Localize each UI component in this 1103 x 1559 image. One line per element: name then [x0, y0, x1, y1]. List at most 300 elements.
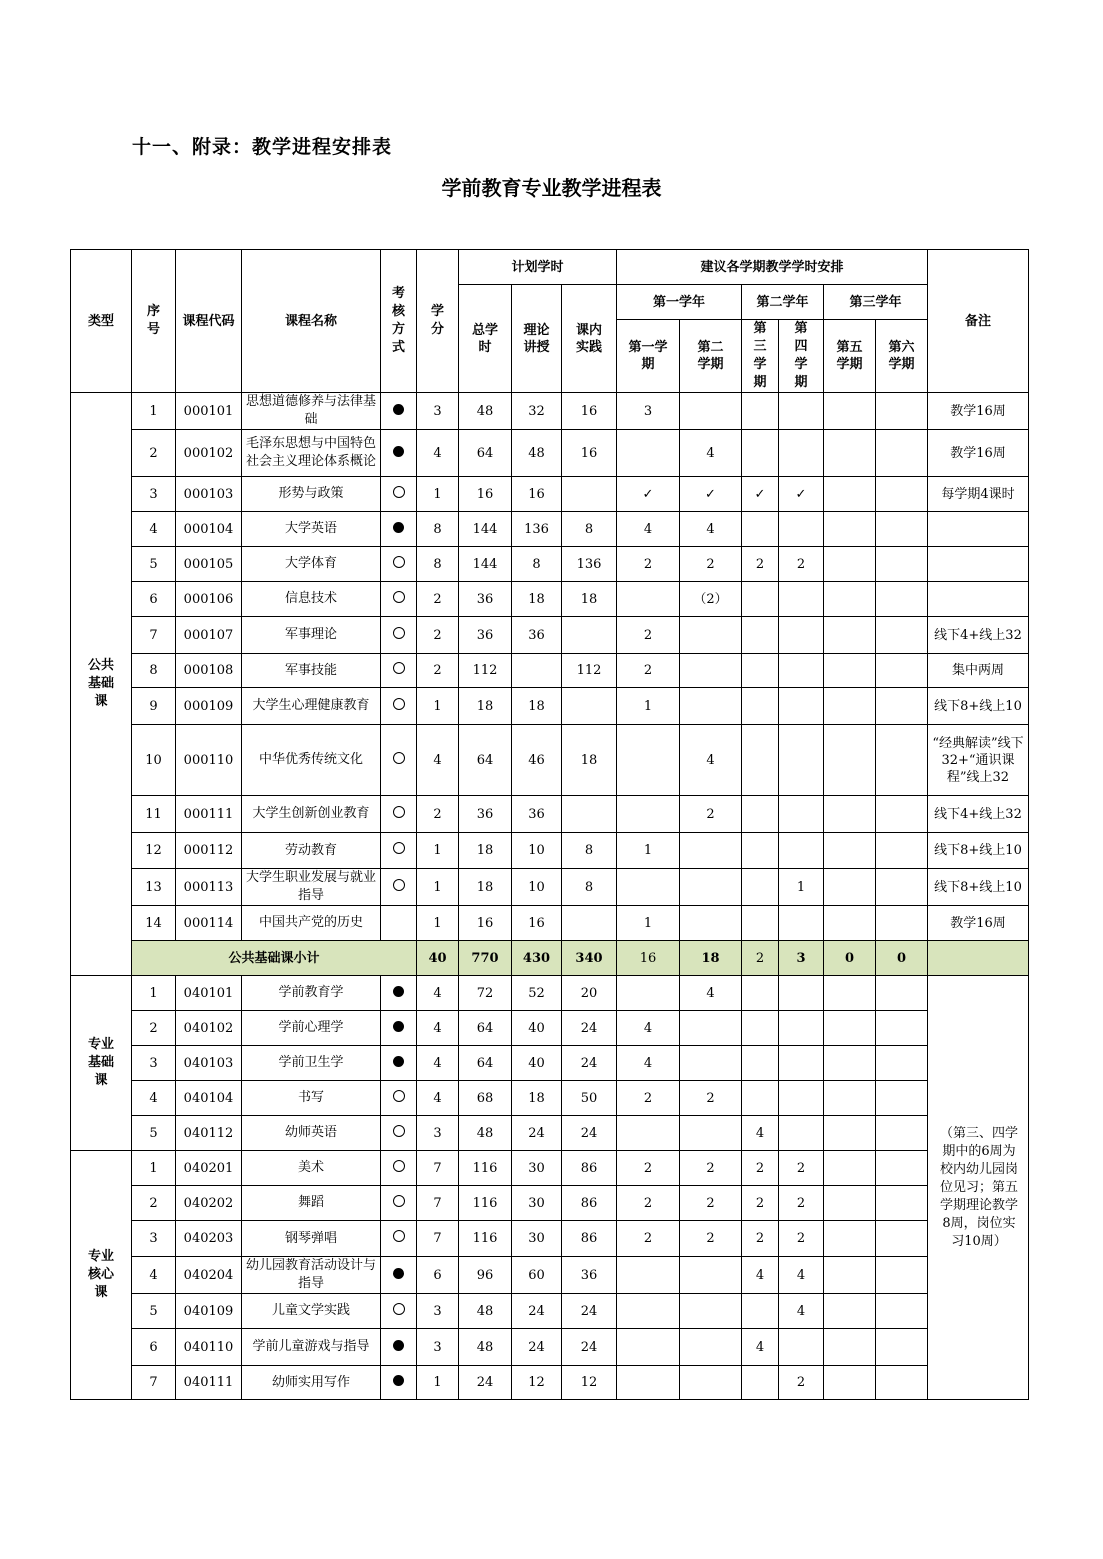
course-name-cell: 学前卫生学: [242, 1046, 381, 1081]
semester-4-cell: [779, 1329, 824, 1366]
seq-cell: 7: [132, 1366, 176, 1400]
semester-6-cell: [876, 869, 928, 906]
practice-hours-cell: 16: [562, 430, 617, 477]
assess-cell: [381, 796, 417, 833]
assess-cell: [381, 547, 417, 582]
semester-5-cell: [824, 1257, 876, 1294]
semester-6-cell: [876, 1046, 928, 1081]
theory-hours-cell: 12: [512, 1366, 562, 1400]
exam-dot-icon: [393, 1021, 404, 1032]
subtotal-practice: 340: [562, 941, 617, 976]
table-row: [71, 582, 1029, 617]
semester-1-cell: [617, 725, 680, 796]
credit-cell: 4: [417, 976, 459, 1011]
course-name-cell: 学前教育学: [242, 976, 381, 1011]
course-code-cell: 000110: [176, 725, 242, 796]
semester-5-cell: [824, 833, 876, 869]
course-name-cell: 美术: [242, 1151, 381, 1186]
course-code-cell: 040112: [176, 1116, 242, 1151]
course-code-cell: 040202: [176, 1186, 242, 1221]
assess-cell: [381, 833, 417, 869]
check-circle-icon: [393, 662, 405, 674]
total-hours-cell: 96: [459, 1257, 512, 1294]
header-plan-hours: 计划学时: [459, 250, 617, 285]
course-code-cell: 000105: [176, 547, 242, 582]
table-row: [71, 906, 1029, 941]
table-row: [71, 1011, 1029, 1046]
course-code-cell: 040101: [176, 976, 242, 1011]
theory-hours-cell: 30: [512, 1186, 562, 1221]
assess-cell: [381, 1081, 417, 1116]
check-circle-icon: [393, 556, 405, 568]
table-row: [71, 833, 1029, 869]
semester-3-cell: 4: [742, 1257, 779, 1294]
header-year3: 第三学年: [824, 285, 928, 320]
theory-hours-cell: 30: [512, 1221, 562, 1257]
header-type: 类型: [71, 250, 132, 393]
course-name-cell: 劳动教育: [242, 833, 381, 869]
practice-hours-cell: 12: [562, 1366, 617, 1400]
semester-5-cell: [824, 725, 876, 796]
exam-dot-icon: [393, 1056, 404, 1067]
check-circle-icon: [393, 1160, 405, 1172]
semester-1-cell: [617, 1294, 680, 1329]
remark-cell: 线下8+线上10: [928, 688, 1029, 725]
table-row: [71, 688, 1029, 725]
credit-cell: 1: [417, 833, 459, 869]
semester-3-cell: [742, 1046, 779, 1081]
semester-6-cell: [876, 393, 928, 430]
semester-1-cell: 2: [617, 617, 680, 654]
exam-dot-icon: [393, 404, 404, 415]
total-hours-cell: 64: [459, 725, 512, 796]
semester-2-cell: 2: [680, 1151, 742, 1186]
semester-6-cell: [876, 1186, 928, 1221]
credit-cell: 6: [417, 1257, 459, 1294]
credit-cell: 4: [417, 430, 459, 477]
semester-5-cell: [824, 869, 876, 906]
seq-cell: 1: [132, 1151, 176, 1186]
semester-6-cell: [876, 1257, 928, 1294]
assess-cell: [381, 1151, 417, 1186]
semester-5-cell: [824, 1011, 876, 1046]
semester-4-cell: [779, 833, 824, 869]
practice-hours-cell: 16: [562, 393, 617, 430]
total-hours-cell: 112: [459, 654, 512, 688]
check-circle-icon: [393, 1303, 405, 1315]
course-code-cell: 040110: [176, 1329, 242, 1366]
theory-hours-cell: 10: [512, 869, 562, 906]
remark-cell: （第三、四学期中的6周为校内幼儿园岗位见习；第五学期理论教学8周，岗位实习10周）: [928, 976, 1029, 1400]
check-circle-icon: [393, 842, 405, 854]
remark-cell: 教学16周: [928, 430, 1029, 477]
semester-4-cell: 2: [779, 1186, 824, 1221]
semester-5-cell: [824, 688, 876, 725]
semester-3-cell: [742, 582, 779, 617]
table-row: [71, 547, 1029, 582]
semester-4-cell: 2: [779, 1366, 824, 1400]
total-hours-cell: 36: [459, 582, 512, 617]
header-sem2: 第二学期: [680, 320, 742, 393]
credit-cell: 1: [417, 906, 459, 941]
exam-dot-icon: [393, 1375, 404, 1386]
theory-hours-cell: 40: [512, 1046, 562, 1081]
table-row: [71, 1329, 1029, 1366]
semester-4-cell: [779, 796, 824, 833]
semester-6-cell: [876, 617, 928, 654]
total-hours-cell: 64: [459, 430, 512, 477]
semester-3-cell: [742, 906, 779, 941]
semester-4-cell: [779, 654, 824, 688]
header-code: 课程代码: [176, 250, 242, 393]
course-code-cell: 000111: [176, 796, 242, 833]
semester-6-cell: [876, 906, 928, 941]
semester-2-cell: 4: [680, 512, 742, 547]
remark-cell: 集中两周: [928, 654, 1029, 688]
table-row: [71, 1186, 1029, 1221]
semester-1-cell: 2: [617, 1221, 680, 1257]
semester-3-cell: 2: [742, 547, 779, 582]
assess-cell: [381, 430, 417, 477]
table-row: [71, 976, 1029, 1011]
category-cell: 专业核心课: [71, 1151, 132, 1400]
header-year1: 第一学年: [617, 285, 742, 320]
subtotal-sem1: 16: [617, 941, 680, 976]
semester-3-cell: [742, 430, 779, 477]
subtotal-row: [71, 941, 1029, 976]
total-hours-cell: 116: [459, 1221, 512, 1257]
course-name-cell: 幼师英语: [242, 1116, 381, 1151]
course-name-cell: 书写: [242, 1081, 381, 1116]
semester-5-cell: [824, 1046, 876, 1081]
header-year2: 第二学年: [742, 285, 824, 320]
total-hours-cell: 64: [459, 1011, 512, 1046]
course-code-cell: 000112: [176, 833, 242, 869]
semester-4-cell: [779, 430, 824, 477]
semester-4-cell: [779, 393, 824, 430]
credit-cell: 1: [417, 688, 459, 725]
total-hours-cell: 72: [459, 976, 512, 1011]
check-circle-icon: [393, 806, 405, 818]
semester-4-cell: [779, 617, 824, 654]
course-code-cell: 000109: [176, 688, 242, 725]
semester-5-cell: [824, 906, 876, 941]
subtotal-sem2: 18: [680, 941, 742, 976]
total-hours-cell: 16: [459, 477, 512, 512]
semester-4-cell: [779, 582, 824, 617]
total-hours-cell: 144: [459, 547, 512, 582]
semester-1-cell: 2: [617, 654, 680, 688]
theory-hours-cell: [512, 654, 562, 688]
header-name: 课程名称: [242, 250, 381, 393]
practice-hours-cell: 112: [562, 654, 617, 688]
semester-1-cell: [617, 1116, 680, 1151]
header-seq: 序号: [132, 250, 176, 393]
semester-3-cell: [742, 617, 779, 654]
assess-cell: [381, 617, 417, 654]
course-code-cell: 040204: [176, 1257, 242, 1294]
semester-2-cell: ✓: [680, 477, 742, 512]
semester-3-cell: [742, 654, 779, 688]
credit-cell: 4: [417, 1011, 459, 1046]
credit-cell: 3: [417, 1329, 459, 1366]
table-row: [71, 617, 1029, 654]
course-code-cell: 000114: [176, 906, 242, 941]
semester-2-cell: [680, 869, 742, 906]
semester-6-cell: [876, 1011, 928, 1046]
table-row: [71, 796, 1029, 833]
theory-hours-cell: 8: [512, 547, 562, 582]
category-cell: 专业基础课: [71, 976, 132, 1151]
semester-1-cell: [617, 1329, 680, 1366]
subtotal-sem5: 0: [824, 941, 876, 976]
course-code-cell: 000106: [176, 582, 242, 617]
semester-6-cell: [876, 688, 928, 725]
subtotal-sem4: 3: [779, 941, 824, 976]
semester-1-cell: [617, 869, 680, 906]
practice-hours-cell: 24: [562, 1329, 617, 1366]
semester-2-cell: 4: [680, 976, 742, 1011]
theory-hours-cell: 24: [512, 1329, 562, 1366]
credit-cell: 2: [417, 796, 459, 833]
semester-3-cell: 4: [742, 1116, 779, 1151]
remark-cell: [928, 547, 1029, 582]
assess-cell: [381, 725, 417, 796]
semester-3-cell: [742, 833, 779, 869]
semester-1-cell: ✓: [617, 477, 680, 512]
seq-cell: 13: [132, 869, 176, 906]
semester-2-cell: [680, 906, 742, 941]
credit-cell: 3: [417, 393, 459, 430]
course-code-cell: 040203: [176, 1221, 242, 1257]
remark-cell: 线下4+线上32: [928, 796, 1029, 833]
total-hours-cell: 144: [459, 512, 512, 547]
semester-4-cell: [779, 512, 824, 547]
practice-hours-cell: [562, 906, 617, 941]
seq-cell: 3: [132, 1221, 176, 1257]
course-name-cell: 中国共产党的历史: [242, 906, 381, 941]
total-hours-cell: 48: [459, 1294, 512, 1329]
header-assess: 考核方式: [381, 250, 417, 393]
practice-hours-cell: 18: [562, 725, 617, 796]
seq-cell: 6: [132, 1329, 176, 1366]
semester-2-cell: 2: [680, 1221, 742, 1257]
semester-2-cell: [680, 1294, 742, 1329]
semester-3-cell: 2: [742, 1221, 779, 1257]
course-name-cell: 儿童文学实践: [242, 1294, 381, 1329]
semester-4-cell: 2: [779, 1221, 824, 1257]
semester-3-cell: [742, 725, 779, 796]
header-sem3: 第三学期: [742, 320, 779, 393]
semester-6-cell: [876, 796, 928, 833]
semester-6-cell: [876, 547, 928, 582]
course-code-cell: 040111: [176, 1366, 242, 1400]
practice-hours-cell: 20: [562, 976, 617, 1011]
theory-hours-cell: 30: [512, 1151, 562, 1186]
semester-2-cell: [680, 688, 742, 725]
semester-1-cell: 4: [617, 512, 680, 547]
semester-2-cell: 2: [680, 547, 742, 582]
course-name-cell: 思想道德修养与法律基础: [242, 393, 381, 430]
check-circle-icon: [393, 1090, 405, 1102]
credit-cell: 2: [417, 617, 459, 654]
semester-3-cell: [742, 976, 779, 1011]
course-name-cell: 形势与政策: [242, 477, 381, 512]
subtotal-sem6: 0: [876, 941, 928, 976]
seq-cell: 2: [132, 1186, 176, 1221]
semester-5-cell: [824, 617, 876, 654]
semester-4-cell: [779, 1081, 824, 1116]
course-code-cell: 000104: [176, 512, 242, 547]
course-code-cell: 040102: [176, 1011, 242, 1046]
semester-1-cell: 4: [617, 1046, 680, 1081]
semester-2-cell: 2: [680, 796, 742, 833]
teaching-plan-table: [70, 249, 1029, 1400]
semester-3-cell: [742, 512, 779, 547]
table-row: [71, 1257, 1029, 1294]
semester-4-cell: [779, 976, 824, 1011]
remark-cell: 线下4+线上32: [928, 617, 1029, 654]
semester-2-cell: 2: [680, 1186, 742, 1221]
seq-cell: 1: [132, 393, 176, 430]
exam-dot-icon: [393, 986, 404, 997]
section-heading: 十一、附录：教学进程安排表: [132, 136, 393, 158]
semester-2-cell: [680, 617, 742, 654]
assess-cell: [381, 1011, 417, 1046]
seq-cell: 4: [132, 1081, 176, 1116]
header-credit: 学分: [417, 250, 459, 393]
course-name-cell: 学前心理学: [242, 1011, 381, 1046]
table-row: [71, 1116, 1029, 1151]
seq-cell: 1: [132, 976, 176, 1011]
total-hours-cell: 36: [459, 617, 512, 654]
practice-hours-cell: 24: [562, 1011, 617, 1046]
header-total-hours: 总学时: [459, 285, 512, 393]
semester-1-cell: [617, 430, 680, 477]
semester-5-cell: [824, 430, 876, 477]
seq-cell: 14: [132, 906, 176, 941]
practice-hours-cell: [562, 477, 617, 512]
seq-cell: 12: [132, 833, 176, 869]
course-code-cell: 000101: [176, 393, 242, 430]
semester-5-cell: [824, 1294, 876, 1329]
semester-5-cell: [824, 1081, 876, 1116]
semester-2-cell: [680, 833, 742, 869]
seq-cell: 10: [132, 725, 176, 796]
semester-3-cell: [742, 796, 779, 833]
credit-cell: 4: [417, 1046, 459, 1081]
semester-3-cell: [742, 688, 779, 725]
theory-hours-cell: 24: [512, 1294, 562, 1329]
subtotal-theory: 430: [512, 941, 562, 976]
total-hours-cell: 36: [459, 796, 512, 833]
subtotal-credit: 40: [417, 941, 459, 976]
total-hours-cell: 116: [459, 1151, 512, 1186]
assess-cell: [381, 1294, 417, 1329]
semester-6-cell: [876, 654, 928, 688]
total-hours-cell: 48: [459, 1116, 512, 1151]
practice-hours-cell: 24: [562, 1116, 617, 1151]
semester-5-cell: [824, 1366, 876, 1400]
theory-hours-cell: 40: [512, 1011, 562, 1046]
seq-cell: 7: [132, 617, 176, 654]
semester-2-cell: [680, 1329, 742, 1366]
remark-cell: [928, 512, 1029, 547]
semester-5-cell: [824, 393, 876, 430]
practice-hours-cell: 8: [562, 833, 617, 869]
credit-cell: 1: [417, 1366, 459, 1400]
table-row: [71, 1081, 1029, 1116]
semester-2-cell: [680, 654, 742, 688]
check-circle-icon: [393, 1230, 405, 1242]
course-code-cell: 040109: [176, 1294, 242, 1329]
semester-2-cell: 4: [680, 430, 742, 477]
theory-hours-cell: 136: [512, 512, 562, 547]
semester-6-cell: [876, 1366, 928, 1400]
assess-cell: [381, 1366, 417, 1400]
semester-4-cell: 4: [779, 1257, 824, 1294]
theory-hours-cell: 46: [512, 725, 562, 796]
assess-cell: [381, 1257, 417, 1294]
remark-cell: 线下8+线上10: [928, 833, 1029, 869]
semester-4-cell: 2: [779, 547, 824, 582]
semester-1-cell: [617, 1257, 680, 1294]
seq-cell: 4: [132, 1257, 176, 1294]
semester-1-cell: 2: [617, 1151, 680, 1186]
semester-5-cell: [824, 654, 876, 688]
header-sem6: 第六学期: [876, 320, 928, 393]
practice-hours-cell: 18: [562, 582, 617, 617]
total-hours-cell: 48: [459, 393, 512, 430]
semester-6-cell: [876, 833, 928, 869]
semester-5-cell: [824, 582, 876, 617]
document-title: 学前教育专业教学进程表: [441, 176, 662, 200]
seq-cell: 5: [132, 1294, 176, 1329]
header-sem1: 第一学期: [617, 320, 680, 393]
assess-cell: [381, 512, 417, 547]
assess-cell: [381, 869, 417, 906]
semester-3-cell: 4: [742, 1329, 779, 1366]
semester-1-cell: 1: [617, 688, 680, 725]
practice-hours-cell: [562, 688, 617, 725]
seq-cell: 5: [132, 1116, 176, 1151]
semester-2-cell: （2）: [680, 582, 742, 617]
course-code-cell: 040103: [176, 1046, 242, 1081]
semester-5-cell: [824, 512, 876, 547]
course-name-cell: 幼儿园教育活动设计与指导: [242, 1257, 381, 1294]
course-name-cell: 军事技能: [242, 654, 381, 688]
semester-1-cell: [617, 976, 680, 1011]
table-row: [71, 654, 1029, 688]
table-row: [71, 869, 1029, 906]
semester-2-cell: 2: [680, 1081, 742, 1116]
assess-cell: [381, 582, 417, 617]
course-name-cell: 大学生创新创业教育: [242, 796, 381, 833]
semester-5-cell: [824, 1329, 876, 1366]
course-name-cell: 军事理论: [242, 617, 381, 654]
semester-6-cell: [876, 477, 928, 512]
theory-hours-cell: 48: [512, 430, 562, 477]
semester-2-cell: [680, 393, 742, 430]
practice-hours-cell: 8: [562, 512, 617, 547]
practice-hours-cell: [562, 617, 617, 654]
total-hours-cell: 16: [459, 906, 512, 941]
credit-cell: 8: [417, 547, 459, 582]
practice-hours-cell: 86: [562, 1151, 617, 1186]
semester-1-cell: 2: [617, 1081, 680, 1116]
semester-6-cell: [876, 512, 928, 547]
check-circle-icon: [393, 698, 405, 710]
